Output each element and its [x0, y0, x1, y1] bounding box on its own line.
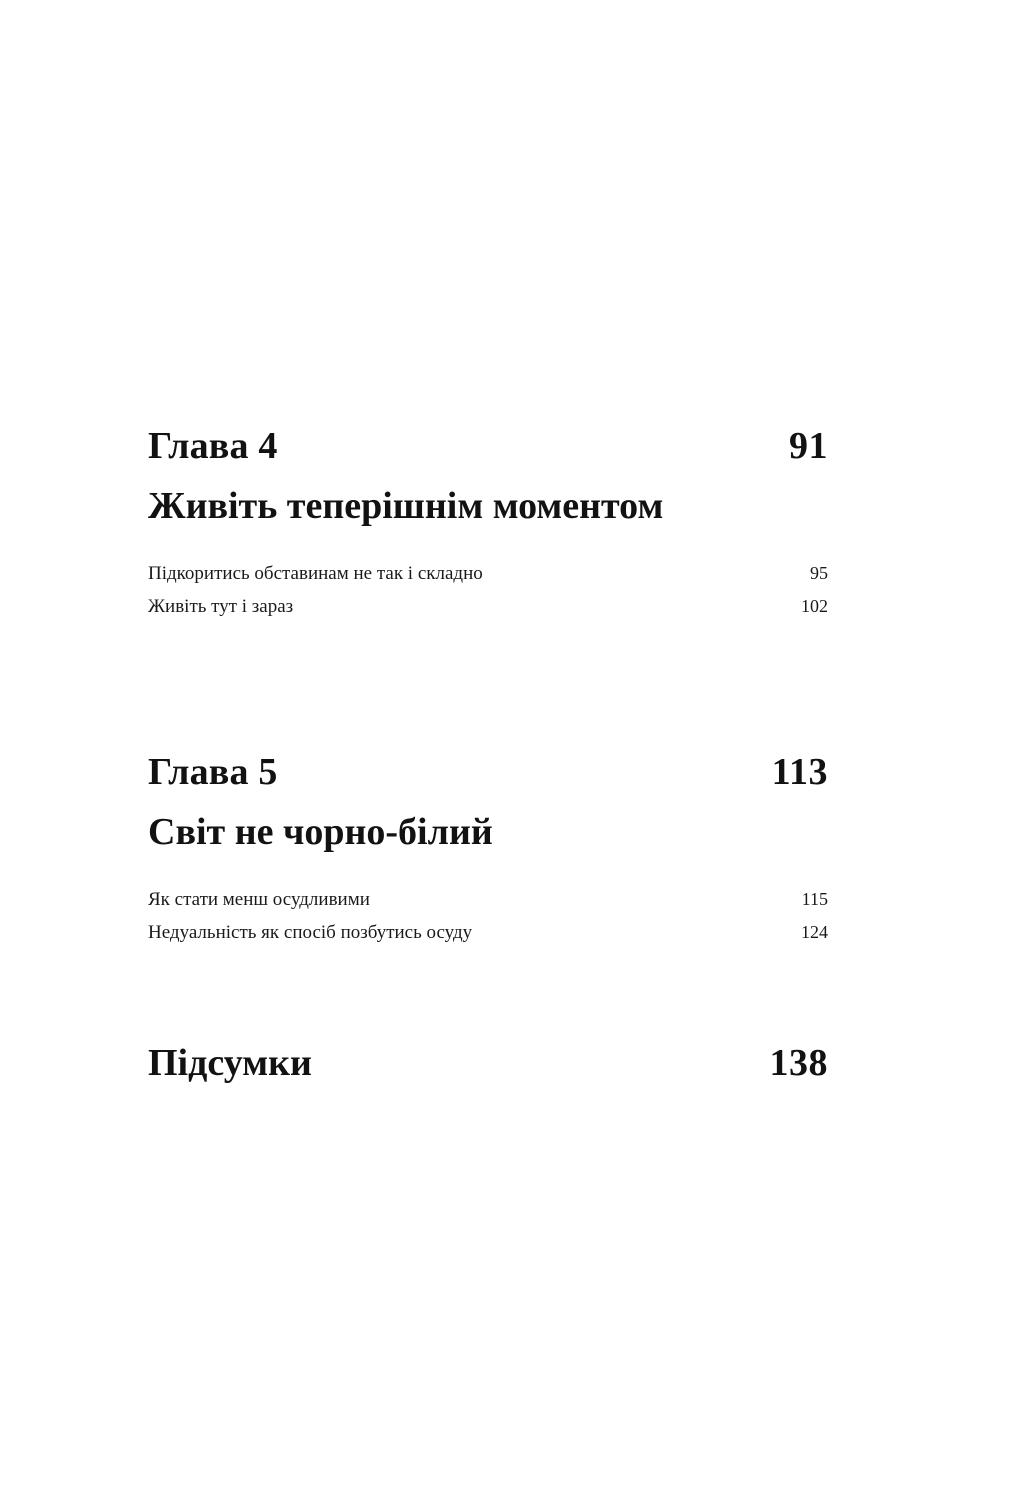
- chapter-page-number: 113: [771, 750, 828, 793]
- summary-label: Підсумки: [148, 1042, 312, 1085]
- summary-page-number: 138: [769, 1042, 828, 1085]
- chapter-title: Світ не чорно-білий: [148, 810, 493, 853]
- list-item: [148, 884, 828, 917]
- chapter-label: Глава 5: [148, 750, 278, 793]
- chapter-header: [148, 750, 828, 795]
- section-title: Недуальність як спосіб позбутись осуду: [148, 921, 473, 943]
- section-page-number: 124: [801, 921, 828, 942]
- chapter-page-number: 91: [789, 425, 828, 467]
- table-of-contents: [148, 424, 828, 1085]
- chapter-entry: [148, 424, 828, 624]
- section-title: Підкоритись обставинам не так і складно: [148, 563, 483, 585]
- section-list: [148, 558, 828, 623]
- chapter-header: [148, 424, 828, 469]
- chapter-label: Глава 4: [148, 425, 278, 467]
- section-page-number: 95: [810, 563, 828, 584]
- list-item: [148, 558, 828, 591]
- chapter-title: Живіть теперішнім моментом: [148, 484, 664, 527]
- section-title: Живіть тут і зараз: [148, 596, 294, 617]
- section-page-number: 115: [801, 889, 828, 909]
- section-page-number: 102: [801, 596, 828, 616]
- section-list: [148, 884, 828, 949]
- list-item: [148, 591, 828, 624]
- section-title: Як стати менш осудливими: [148, 889, 370, 910]
- list-item: [148, 917, 828, 950]
- summary-entry: [148, 1041, 828, 1085]
- chapter-entry: [148, 750, 828, 950]
- block-spacer: [148, 670, 828, 750]
